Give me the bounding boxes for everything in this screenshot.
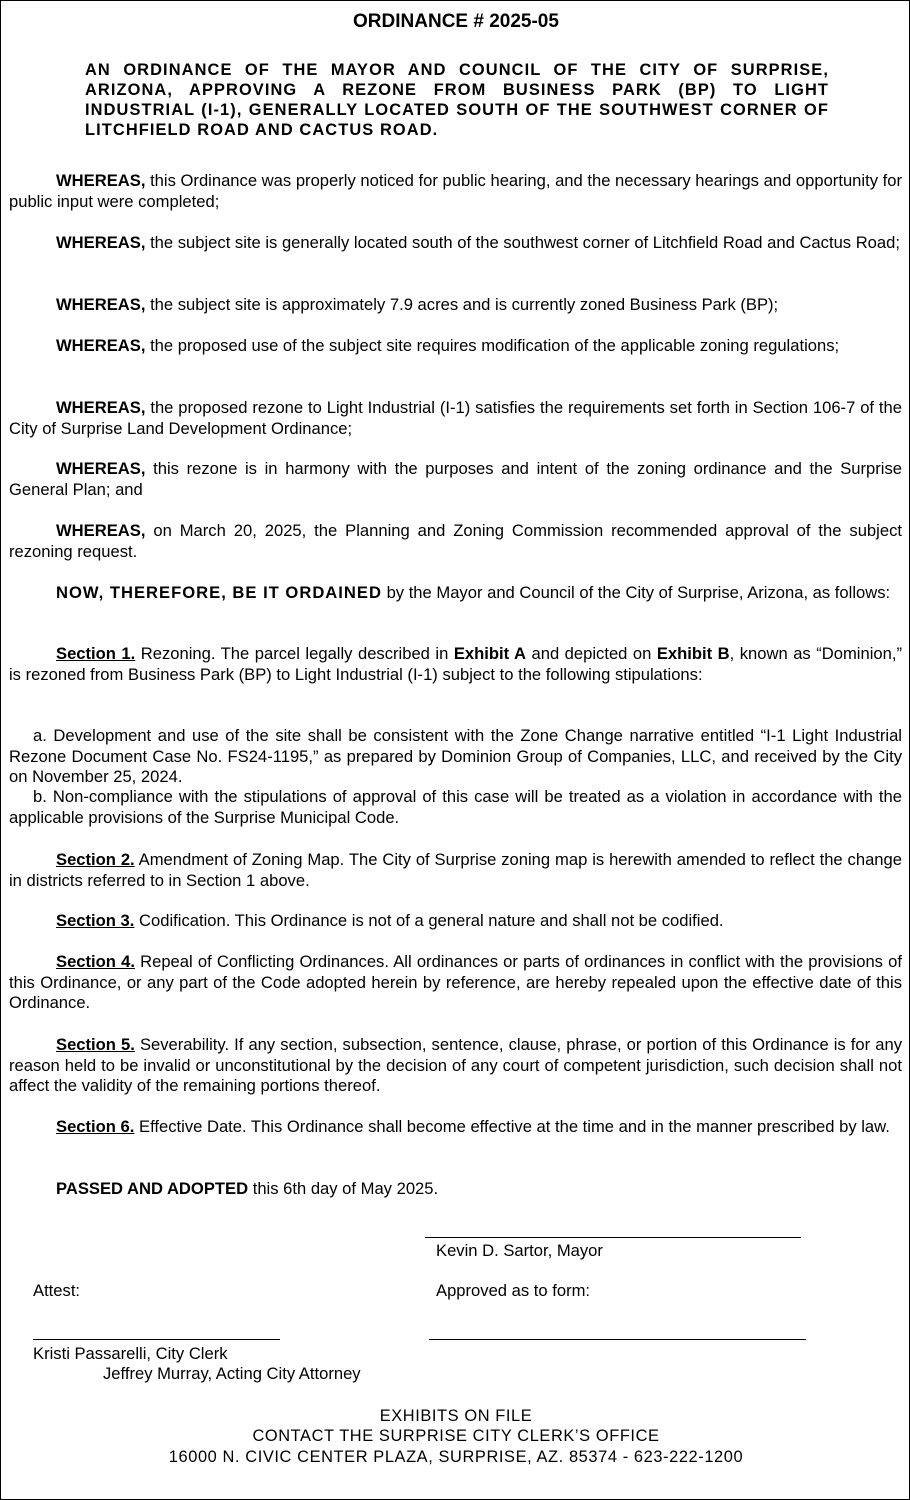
section-5-label: Section 5. (56, 1035, 135, 1054)
exhibit-a-ref: Exhibit A (453, 644, 526, 663)
clerk-signature-line (33, 1339, 280, 1340)
section-3-text: Codification. This Ordinance is not of a general nature and shall not be codified. (139, 911, 724, 930)
approved-as-to-form-label: Approved as to form: (436, 1281, 591, 1300)
ordained-clause (9, 583, 902, 604)
whereas-clause (9, 459, 902, 500)
whereas-clause (9, 398, 902, 439)
whereas-text: this rezone is in harmony with the purposes and intent of the zoning ordinance and the Surprise General Plan; and (9, 459, 902, 499)
ordinance-heading: AN ORDINANCE OF THE MAYOR AND COUNCIL OF THE CITY OF SURPRISE, ARIZONA, APPROVING A REZONE FROM BUSINESS PARK (BP) TO LIGHT INDUSTRIAL (I-1), GENERALLY LOCATED SOUTH OF THE SOUTHWEST CORNER OF LITCHFIELD ROAD AND CACTUS ROAD. (85, 61, 829, 139)
footer-contact: CONTACT THE SURPRISE CITY CLERK’S OFFICE (252, 1427, 660, 1445)
passed-adopted (9, 1179, 902, 1200)
section-2 (9, 850, 902, 891)
whereas-label: WHEREAS, (56, 336, 146, 355)
whereas-label: WHEREAS, (56, 459, 146, 478)
attorney-signature-line (429, 1339, 806, 1340)
section-4 (9, 952, 902, 1014)
attorney-name: Jeffrey Murray, Acting City Attorney (103, 1364, 361, 1383)
section-6 (9, 1117, 902, 1138)
section-1-text-a: Rezoning. The parcel legally described in (140, 644, 449, 663)
section-3-label: Section 3. (56, 911, 135, 930)
section-6-text: Effective Date. This Ordinance shall become effective at the time and in the manner prescribed by law. (139, 1117, 890, 1136)
whereas-text: this Ordinance was properly noticed for public hearing, and the necessary hearings and opportunity for public input were completed; (9, 171, 902, 211)
whereas-label: WHEREAS, (56, 233, 146, 252)
section-1-text-c: , known as “Dominion,” is rezoned from Business Park (BP) to Light Industrial (I-1) subject to the following stipulations: (9, 644, 902, 684)
stipulation-b: b. Non-compliance with the stipulations of approval of this case will be treated as a violation in accordance with the applicable provisions of the Surprise Municipal Code. (9, 787, 902, 827)
mayor-name: Kevin D. Sartor, Mayor (436, 1241, 603, 1260)
footer-exhibits: EXHIBITS ON FILE (379, 1407, 533, 1425)
stipulation-a: a. Development and use of the site shall be consistent with the Zone Change narrative entitled “I-1 Light Industrial Rezone Document Case No. FS24-1195,” as prepared by Dominion Group of Companies, LLC, and received by the City on November 25, 2024. (9, 726, 902, 786)
section-4-label: Section 4. (56, 952, 135, 971)
whereas-clause (9, 295, 902, 316)
ordained-text: by the Mayor and Council of the City of Surprise, Arizona, as follows: (386, 583, 891, 602)
passed-text: this 6th day of May 2025. (252, 1179, 439, 1198)
clerk-name: Kristi Passarelli, City Clerk (33, 1344, 228, 1363)
section-1 (9, 644, 902, 685)
section-5 (9, 1035, 902, 1097)
section-6-label: Section 6. (56, 1117, 135, 1136)
exhibit-b-ref: Exhibit B (656, 644, 730, 663)
whereas-label: WHEREAS, (56, 521, 146, 540)
section-1-label: Section 1. (56, 644, 136, 663)
whereas-label: WHEREAS, (56, 171, 146, 190)
whereas-clause (9, 521, 902, 562)
footer-address: 16000 N. CIVIC CENTER PLAZA, SURPRISE, AZ. 85374 - 623-222-1200 (168, 1448, 744, 1466)
ordained-label: NOW, THEREFORE, BE IT ORDAINED (56, 583, 382, 602)
whereas-label: WHEREAS, (56, 398, 146, 417)
mayor-signature-line (425, 1237, 801, 1238)
whereas-clause (9, 336, 902, 357)
section-4-text: Repeal of Conflicting Ordinances. All ordinances or parts of ordinances in conflict with the provisions of this Ordinance, or any part of the Code adopted herein by reference, are hereby repealed upon the effective date of this Ordinance. (9, 952, 902, 1012)
section-2-label: Section 2. (56, 850, 135, 869)
section-2-text: Amendment of Zoning Map. The City of Surprise zoning map is herewith amended to reflect the change in districts referred to in Section 1 above. (9, 850, 902, 890)
whereas-clause (9, 233, 902, 254)
whereas-text: the proposed rezone to Light Industrial (I-1) satisfies the requirements set forth in Section 106-7 of the City of Surprise Land Development Ordinance; (9, 398, 902, 438)
whereas-text: on March 20, 2025, the Planning and Zoning Commission recommended approval of the subject rezoning request. (9, 521, 902, 561)
section-5-text: Severability. If any section, subsection, sentence, clause, phrase, or portion of this Ordinance is for any reason held to be invalid or unconstitutional by the decision of any court of competent jurisdiction, such decision shall not affect the validity of the remaining portions thereof. (9, 1035, 902, 1095)
whereas-text: the subject site is approximately 7.9 acres and is currently zoned Business Park (BP); (150, 295, 779, 314)
section-3 (9, 911, 902, 932)
whereas-label: WHEREAS, (56, 295, 146, 314)
whereas-text: the proposed use of the subject site requires modification of the applicable zoning regulations; (150, 336, 840, 355)
section-1-text-b: and depicted on (531, 644, 652, 663)
whereas-text: the subject site is generally located south of the southwest corner of Litchfield Road and Cactus Road; (150, 233, 900, 252)
attest-label: Attest: (33, 1281, 81, 1300)
document-title: ORDINANCE # 2025-05 (353, 11, 559, 32)
passed-label: PASSED AND ADOPTED (56, 1179, 249, 1198)
whereas-clause (9, 171, 902, 212)
